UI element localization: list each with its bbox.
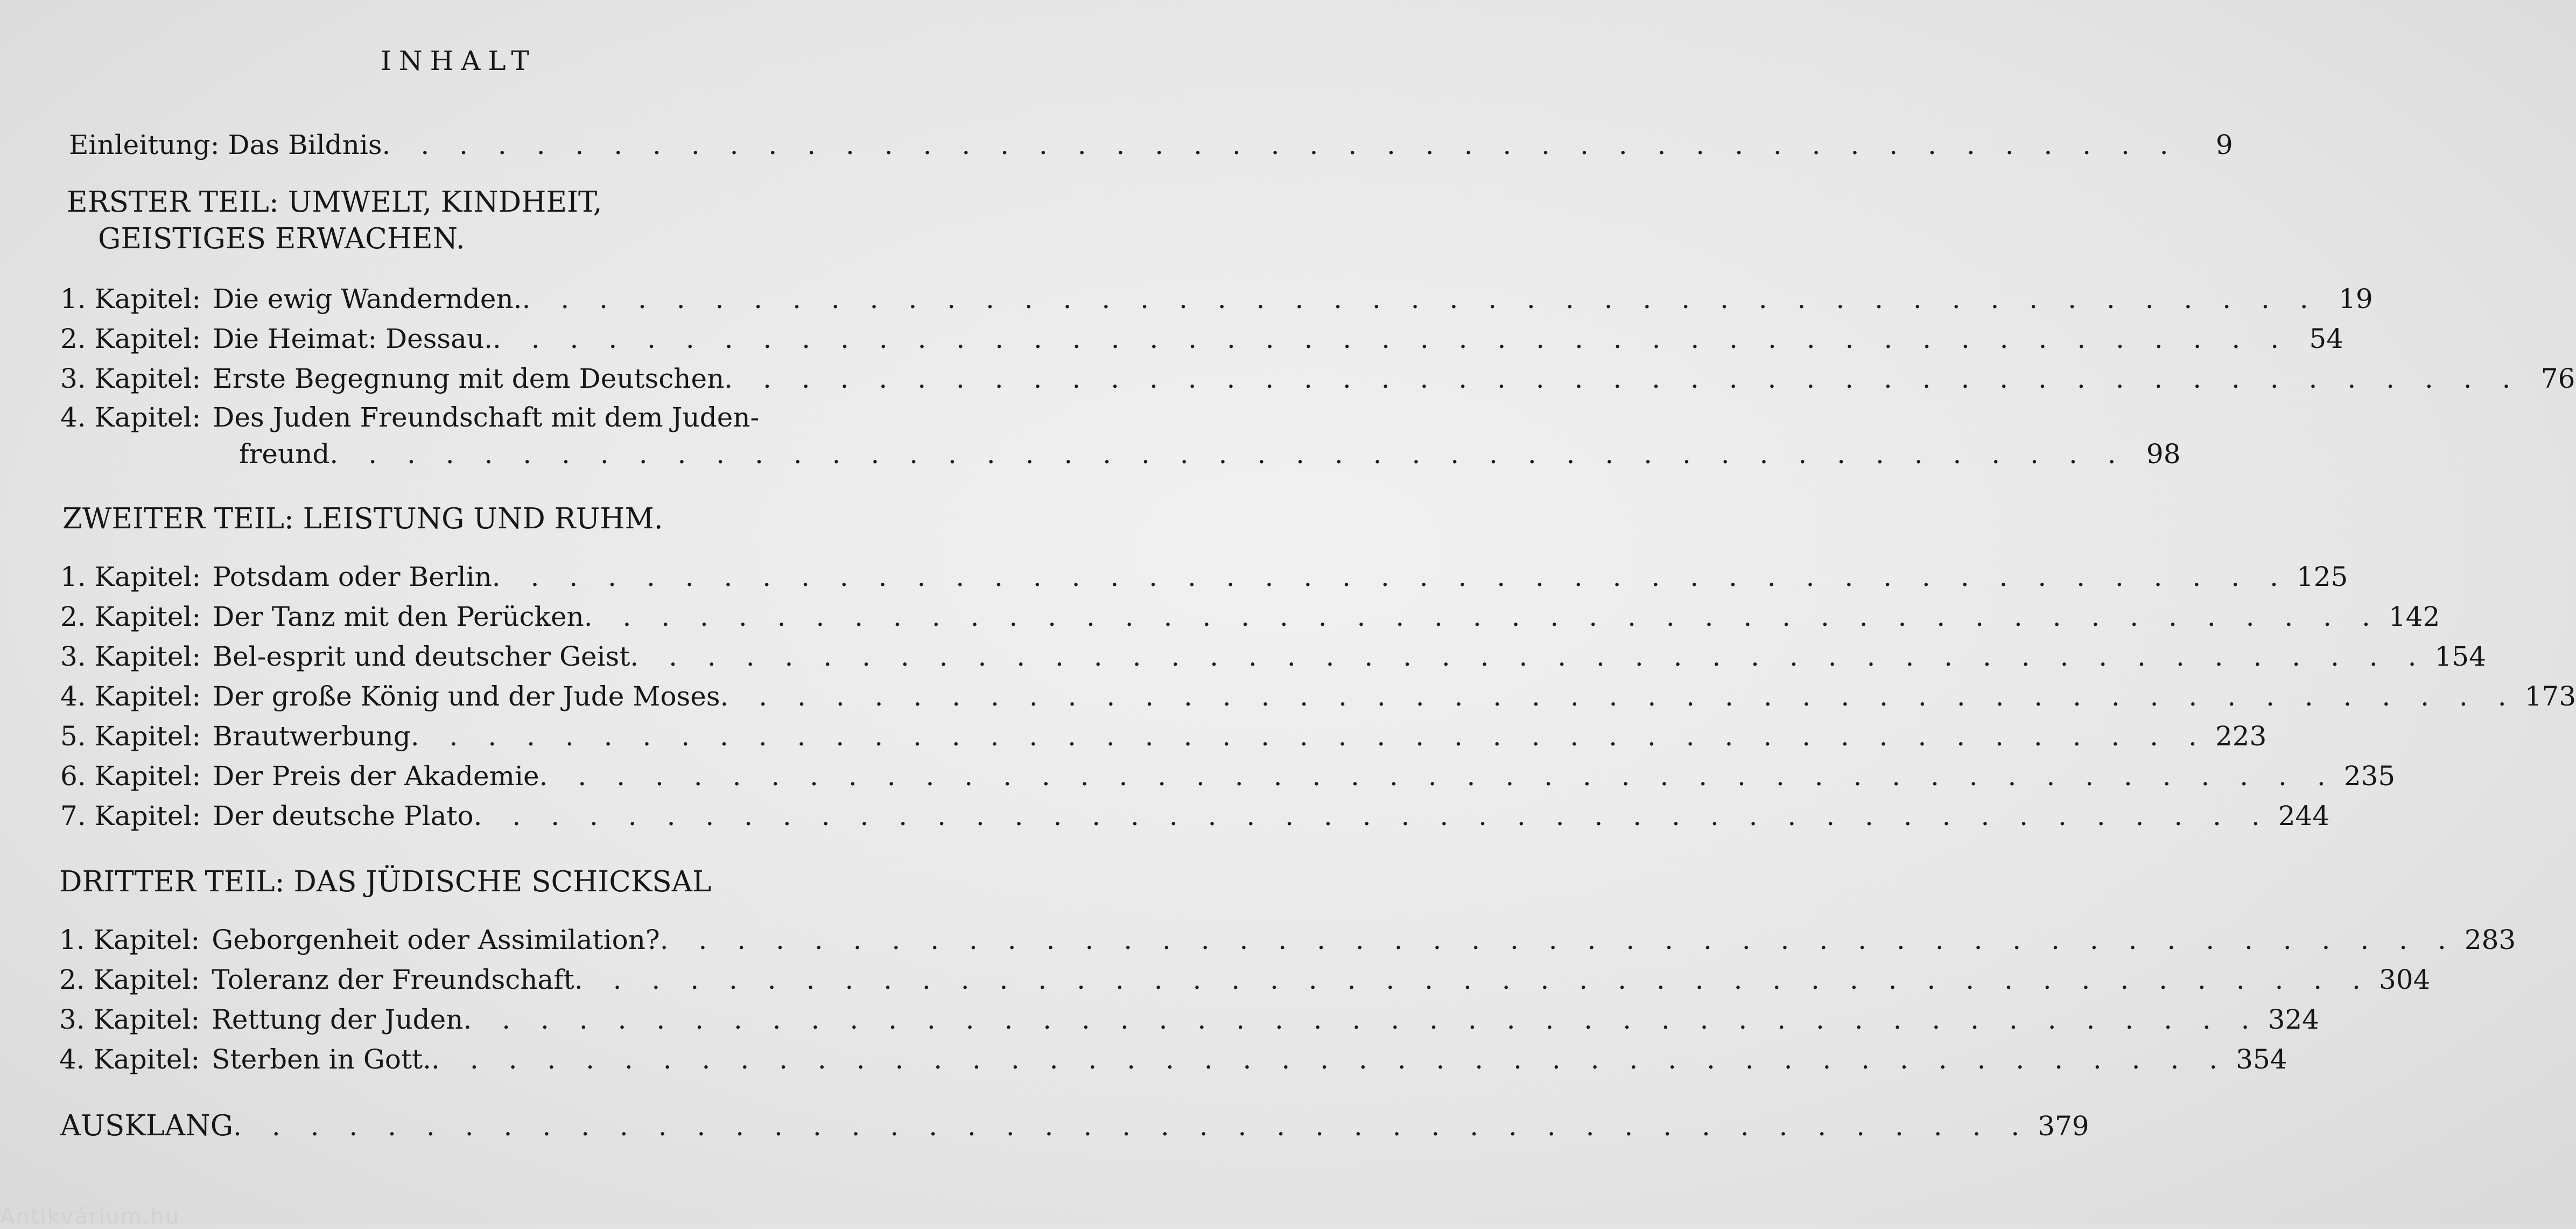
chapter-number: 7. Kapitel: <box>60 800 201 832</box>
toc-entry-label: Die ewig Wandernden. <box>213 283 522 315</box>
toc-leader-dots: . . . . . . . . . . . . . . . . . . . . . . . . . . . . . . . . . . . . . . . . . . . . . . . <box>473 800 2271 832</box>
toc-entry-part2-ch3 <box>60 637 2486 676</box>
toc-entry-label: Bel-esprit und deutscher Geist <box>213 641 630 672</box>
toc-leader-dots: . . . . . . . . . . . . . . . . . . . . . . . . . . . . . . . . . . . . . . . . . . . . . . . <box>574 964 2371 995</box>
toc-entry-label: Toleranz der Freundschaft <box>212 964 574 995</box>
chapter-number: 1. Kapitel: <box>60 561 201 592</box>
toc-entry-part1-ch4-continuation <box>239 434 2181 474</box>
toc-leader-dots: . . . . . . . . . . . . . . . . . . . . . . . . . . . . . . . . . . . . . . . . . . . . . . . <box>382 129 2179 160</box>
toc-leader-dots: . . . . . . . . . . . . . . . . . . . . . . . . . . . . . . . . . . . . . . . . . . . . . . . <box>463 1004 2261 1035</box>
chapter-number: 2. Kapitel: <box>60 323 201 354</box>
toc-entry-page: 283 <box>2464 924 2516 955</box>
chapter-number: 4. Kapitel: <box>60 402 201 433</box>
chapter-number: 1. Kapitel: <box>59 924 200 955</box>
toc-entry-page: 324 <box>2268 1004 2319 1035</box>
toc-entry-page: 223 <box>2215 721 2267 752</box>
chapter-number: 1. Kapitel: <box>60 283 201 315</box>
toc-entry-outro <box>60 1106 2089 1146</box>
toc-entry-page: 125 <box>2296 561 2348 592</box>
chapter-number: 3. Kapitel: <box>59 1004 200 1035</box>
toc-entry-page: 235 <box>2343 760 2396 792</box>
toc-entry-part1-ch4 <box>60 397 782 437</box>
toc-leader-dots: . . . . . . . . . . . . . . . . . . . . . . . . . . . . . . . . . . . . . . . . . . . . . . . <box>492 561 2289 592</box>
chapter-number: 4. Kapitel: <box>60 681 201 712</box>
toc-entry-part2-ch7 <box>60 796 2330 836</box>
toc-entry-page: 379 <box>2038 1111 2089 1142</box>
toc-entry-label: Der Preis der Akademie <box>213 760 539 792</box>
toc-entry-label: Rettung der Juden <box>212 1004 464 1035</box>
chapter-number: 3. Kapitel: <box>60 641 201 672</box>
toc-leader-dots: . . . . . . . . . . . . . . . . . . . . . . . . . . . . . . . . . . . . . . . . . . . . . . . <box>724 363 2522 394</box>
toc-entry-label: Sterben in Gott. <box>212 1044 432 1075</box>
toc-entry-part3-ch1 <box>59 920 2516 960</box>
chapter-number: 6. Kapitel: <box>60 760 201 792</box>
toc-entry-part2-ch2 <box>60 597 2440 637</box>
chapter-number: 5. Kapitel: <box>60 721 201 752</box>
toc-entry-part1-ch1 <box>60 279 2373 319</box>
toc-leader-dots: . . . . . . . . . . . . . . . . . . . . . . . . . . . . . . . . . . . . . . . . . . . . . . . <box>539 760 2336 792</box>
toc-entry-part1-ch3 <box>60 359 2575 399</box>
toc-entry-label: Potsdam oder Berlin <box>213 561 492 592</box>
toc-entry-part2-ch6 <box>60 756 2396 796</box>
toc-entry-page: 154 <box>2434 641 2486 672</box>
section-title-line2: GEISTIGES ERWACHEN. <box>98 222 465 255</box>
toc-entry-page: 19 <box>2339 283 2373 315</box>
toc-leader-dots: . . . . . . . . . . . . . . . . . . . . . . . . . . . . . . . . . . . . . . . . . . . . . . . <box>522 283 2319 315</box>
toc-entry-page: 244 <box>2278 800 2330 832</box>
chapter-number: 3. Kapitel: <box>60 363 201 394</box>
toc-entry-page: 173 <box>2524 681 2576 712</box>
toc-leader-dots: . . . . . . . . . . . . . . . . . . . . . . . . . . . . . . . . . . . . . . . . . . . . . . . <box>431 1044 2229 1075</box>
toc-leader-dots: . . . . . . . . . . . . . . . . . . . . . . . . . . . . . . . . . . . . . . . . . . . . . . . <box>720 681 2517 712</box>
section-title-line1: ERSTER TEIL: UMWELT, KINDHEIT, <box>67 186 602 219</box>
toc-leader-dots: . . . . . . . . . . . . . . . . . . . . . . . . . . . . . . . . . . . . . . . . . . . . . . . <box>329 438 2127 470</box>
toc-entry-label: Der deutsche Plato <box>213 800 474 832</box>
section-title-part1 <box>67 184 602 257</box>
toc-leader-dots: . . . . . . . . . . . . . . . . . . . . . . . . . . . . . . . . . . . . . . . . . . . . . . . <box>659 924 2457 955</box>
toc-leader-dots: . . . . . . . . . . . . . . . . . . . . . . . . . . . . . . . . . . . . . . . . . . . . . . . <box>584 601 2381 632</box>
toc-entry-label: Die Heimat: Dessau. <box>213 323 493 354</box>
chapter-number: 2. Kapitel: <box>60 601 201 632</box>
toc-entry-part2-ch4 <box>60 676 2576 716</box>
toc-entry-label-continuation: freund <box>239 438 330 470</box>
toc-entry-page: 9 <box>2215 129 2233 160</box>
toc-entry-part3-ch2 <box>59 960 2431 1000</box>
toc-entry-page: 54 <box>2309 323 2344 354</box>
toc-leader-dots: . . . . . . . . . . . . . . . . . . . . . . . . . . . . . . . . . . . . . . . . . . . . . . . <box>233 1111 2031 1142</box>
toc-entry-label: Des Juden Freundschaft mit dem Juden- <box>213 402 760 433</box>
page-heading: INHALT <box>381 45 537 76</box>
toc-entry-label: AUSKLANG <box>60 1109 234 1142</box>
toc-entry-label: Der Tanz mit den Perücken <box>213 601 584 632</box>
toc-entry-part3-ch3 <box>59 1000 2319 1039</box>
section-title-part2: ZWEITER TEIL: LEISTUNG UND RUHM. <box>62 502 663 535</box>
toc-leader-dots: . . . . . . . . . . . . . . . . . . . . . . . . . . . . . . . . . . . . . . . . . . . . . . . <box>492 323 2290 354</box>
toc-entry-part2-ch1 <box>60 557 2348 597</box>
chapter-number: 4. Kapitel: <box>59 1044 200 1075</box>
watermark-text: Antikvárium.hu <box>0 1204 180 1229</box>
toc-entry-page: 304 <box>2378 964 2431 995</box>
toc-entry-label: Geborgenheit oder Assimilation? <box>212 924 660 955</box>
toc-leader-dots: . . . . . . . . . . . . . . . . . . . . . . . . . . . . . . . . . . . . . . . . . . . . . . . <box>410 721 2208 752</box>
toc-entry-label: Brautwerbung <box>213 721 411 752</box>
toc-entry-part1-ch2 <box>60 319 2344 359</box>
toc-entry-part2-ch5 <box>60 716 2267 756</box>
toc-entry-part3-ch4 <box>59 1039 2287 1079</box>
toc-leader-dots: . . . . . . . . . . . . . . . . . . . . . . . . . . . . . . . . . . . . . . . . . . . . . . . <box>630 641 2427 672</box>
toc-entry-page: 142 <box>2388 601 2440 632</box>
toc-entry-label: Erste Begegnung mit dem Deutschen <box>213 363 725 394</box>
toc-entry-page: 76 <box>2540 363 2575 394</box>
toc-entry-page: 98 <box>2146 438 2181 470</box>
chapter-number: 2. Kapitel: <box>59 964 200 995</box>
toc-entry-label: Der große König und der Jude Moses <box>213 681 720 712</box>
toc-entry-intro <box>69 125 2233 165</box>
toc-entry-page: 354 <box>2236 1044 2287 1075</box>
section-title-part3: DRITTER TEIL: DAS JÜDISCHE SCHICKSAL <box>59 865 712 898</box>
toc-entry-label: Einleitung: Das Bildnis <box>69 129 382 160</box>
